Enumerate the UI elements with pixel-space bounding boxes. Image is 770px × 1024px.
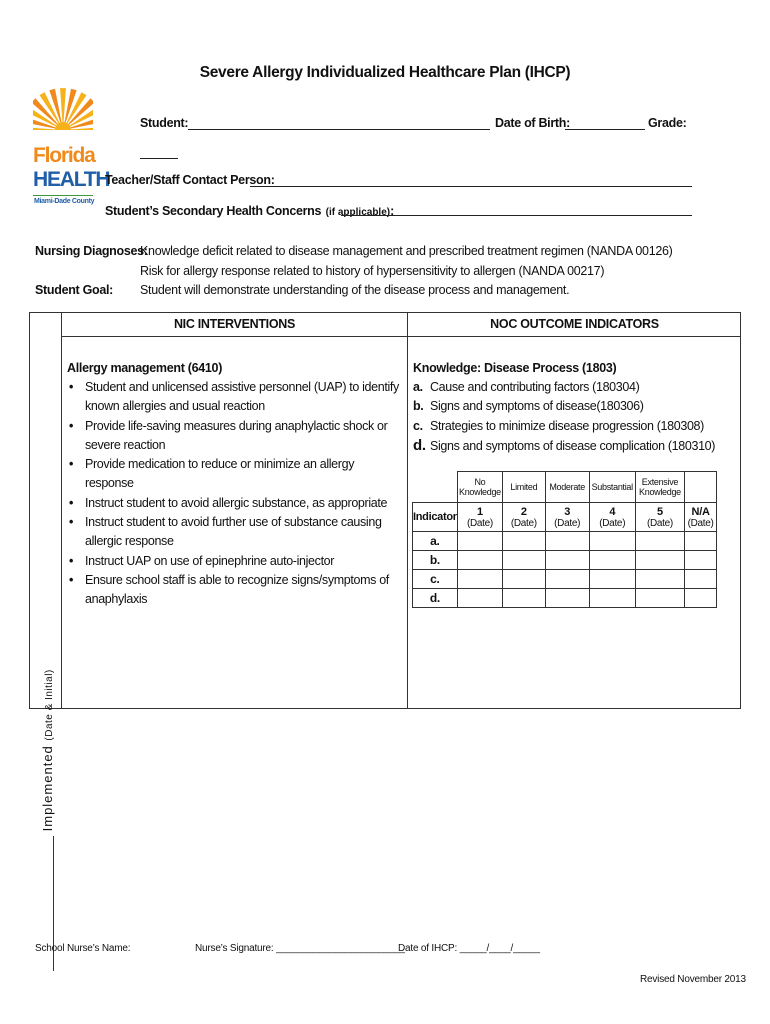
- noc-section: [413, 359, 738, 456]
- ihcp-table: [29, 312, 741, 832]
- nic-item: • Provide life-saving measures during anaphylactic shock or severe reaction: [67, 417, 402, 456]
- nic-item: • Instruct student to avoid allergic substance, as appropriate: [67, 494, 402, 513]
- student-field[interactable]: [188, 117, 490, 130]
- scale-level-name: [685, 472, 717, 503]
- student-goal-label: Student Goal:: [35, 283, 114, 297]
- col-divider: [61, 313, 62, 708]
- rating-cell[interactable]: [503, 589, 545, 608]
- nurse-signature[interactable]: Nurse’s Signature: ________________________: [195, 943, 405, 954]
- grade-label: Grade:: [648, 116, 687, 130]
- header-divider: [61, 336, 740, 337]
- diagnosis-1: Knowledge deficit related to disease management and prescribed treatment regimen (NANDA 00126): [140, 244, 673, 258]
- rating-cell[interactable]: [545, 532, 589, 551]
- rating-scale-table: [412, 471, 717, 608]
- rating-cell[interactable]: [545, 570, 589, 589]
- rating-cell[interactable]: [457, 532, 502, 551]
- scale-level-name: Moderate: [545, 472, 589, 503]
- scale-level-cell: 2 (Date): [503, 503, 545, 532]
- teacher-field[interactable]: [250, 174, 692, 187]
- rating-cell[interactable]: [635, 589, 684, 608]
- student-goal-text: Student will demonstrate understanding of the disease process and management.: [140, 283, 570, 297]
- logo-divider: [33, 195, 93, 196]
- rating-cell[interactable]: [589, 570, 635, 589]
- nic-item: • Ensure school staff is able to recognize signs/symptoms of anaphylaxis: [67, 571, 402, 610]
- secondary-concerns-field[interactable]: [341, 203, 692, 216]
- nic-item: • Provide medication to reduce or minimize an allergy response: [67, 455, 402, 494]
- florida-health-logo: [33, 86, 110, 214]
- diagnosis-2: Risk for allergy response related to history of hypersensitivity to allergen (NANDA 00217): [140, 264, 605, 278]
- rating-cell[interactable]: [589, 532, 635, 551]
- nic-title: Allergy management (6410): [67, 361, 223, 375]
- scale-level-name: Limited: [503, 472, 545, 503]
- scale-level-cell: N/A (Date): [685, 503, 717, 532]
- indicator-header: Indicator: [413, 503, 458, 532]
- logo-county: Miami-Dade County: [34, 198, 95, 205]
- scale-level-cell: 1 (Date): [457, 503, 502, 532]
- indicator-row-label: b.: [413, 551, 458, 570]
- nic-item: • Student and unlicensed assistive personnel (UAP) to identify known allergies and usual reaction: [67, 378, 402, 417]
- nic-item: • Instruct UAP on use of epinephrine auto-injector: [67, 552, 402, 571]
- indicator-row-label: a.: [413, 532, 458, 551]
- ihcp-date[interactable]: Date of IHCP: _____/____/_____: [398, 943, 540, 954]
- nic-header: NIC INTERVENTIONS: [173, 317, 296, 331]
- indicator-row-label: c.: [413, 570, 458, 589]
- logo-word-health: HEALTH: [33, 168, 110, 191]
- scale-level-name: Substantial: [589, 472, 635, 503]
- rating-cell[interactable]: [635, 551, 684, 570]
- rating-cell[interactable]: [685, 551, 717, 570]
- revised-date: Revised November 2013: [640, 974, 746, 985]
- secondary-concerns-label: Student’s Secondary Health Concerns (if applicable):: [105, 204, 394, 218]
- col-divider: [407, 313, 408, 708]
- noc-item: b. Signs and symptoms of disease(180306): [413, 399, 644, 414]
- noc-title: Knowledge: Disease Process (1803): [413, 361, 617, 375]
- noc-list: [413, 378, 738, 456]
- rating-cell[interactable]: [685, 532, 717, 551]
- scale-level-name: No Knowledge: [457, 472, 502, 503]
- scale-level-cell: 3 (Date): [545, 503, 589, 532]
- noc-item: c. Strategies to minimize disease progression (180308): [413, 418, 704, 433]
- nursing-diagnoses-label: Nursing Diagnoses:: [35, 244, 148, 258]
- rating-cell[interactable]: [685, 570, 717, 589]
- grade-field[interactable]: [140, 146, 178, 159]
- scale-level-name: Extensive Knowledge: [635, 472, 684, 503]
- nic-list: [67, 378, 402, 610]
- indicator-row-label: d.: [413, 589, 458, 608]
- rating-cell[interactable]: [457, 551, 502, 570]
- noc-header: NOC OUTCOME INDICATORS: [490, 317, 659, 331]
- noc-item: a. Cause and contributing factors (180304): [413, 380, 640, 394]
- rating-cell[interactable]: [503, 532, 545, 551]
- rating-cell[interactable]: [503, 551, 545, 570]
- nic-section: [67, 359, 402, 610]
- rating-cell[interactable]: [635, 570, 684, 589]
- rating-cell[interactable]: [457, 570, 502, 589]
- rating-cell[interactable]: [635, 532, 684, 551]
- nurse-name-label: School Nurse’s Name:: [35, 943, 131, 954]
- document-title: Severe Allergy Individualized Healthcare Plan (IHCP): [199, 64, 571, 81]
- implemented-column-label: Implemented (Date & Initial): [40, 631, 60, 971]
- scale-level-cell: 4 (Date): [589, 503, 635, 532]
- rating-cell[interactable]: [589, 551, 635, 570]
- rating-cell[interactable]: [545, 551, 589, 570]
- noc-item: d. Signs and symptoms of disease complication (180310): [413, 436, 716, 454]
- rating-cell[interactable]: [457, 589, 502, 608]
- rating-cell[interactable]: [545, 589, 589, 608]
- teacher-label: Teacher/Staff Contact Person:: [105, 173, 275, 187]
- nic-item: • Instruct student to avoid further use of substance causing allergic response: [67, 513, 402, 552]
- rating-cell[interactable]: [685, 589, 717, 608]
- rating-cell[interactable]: [589, 589, 635, 608]
- scale-level-cell: 5 (Date): [635, 503, 684, 532]
- logo-word-florida: Florida: [33, 144, 95, 167]
- dob-field[interactable]: [565, 117, 645, 130]
- student-label: Student:: [140, 116, 189, 130]
- rating-cell[interactable]: [503, 570, 545, 589]
- dob-label: Date of Birth:: [495, 116, 570, 130]
